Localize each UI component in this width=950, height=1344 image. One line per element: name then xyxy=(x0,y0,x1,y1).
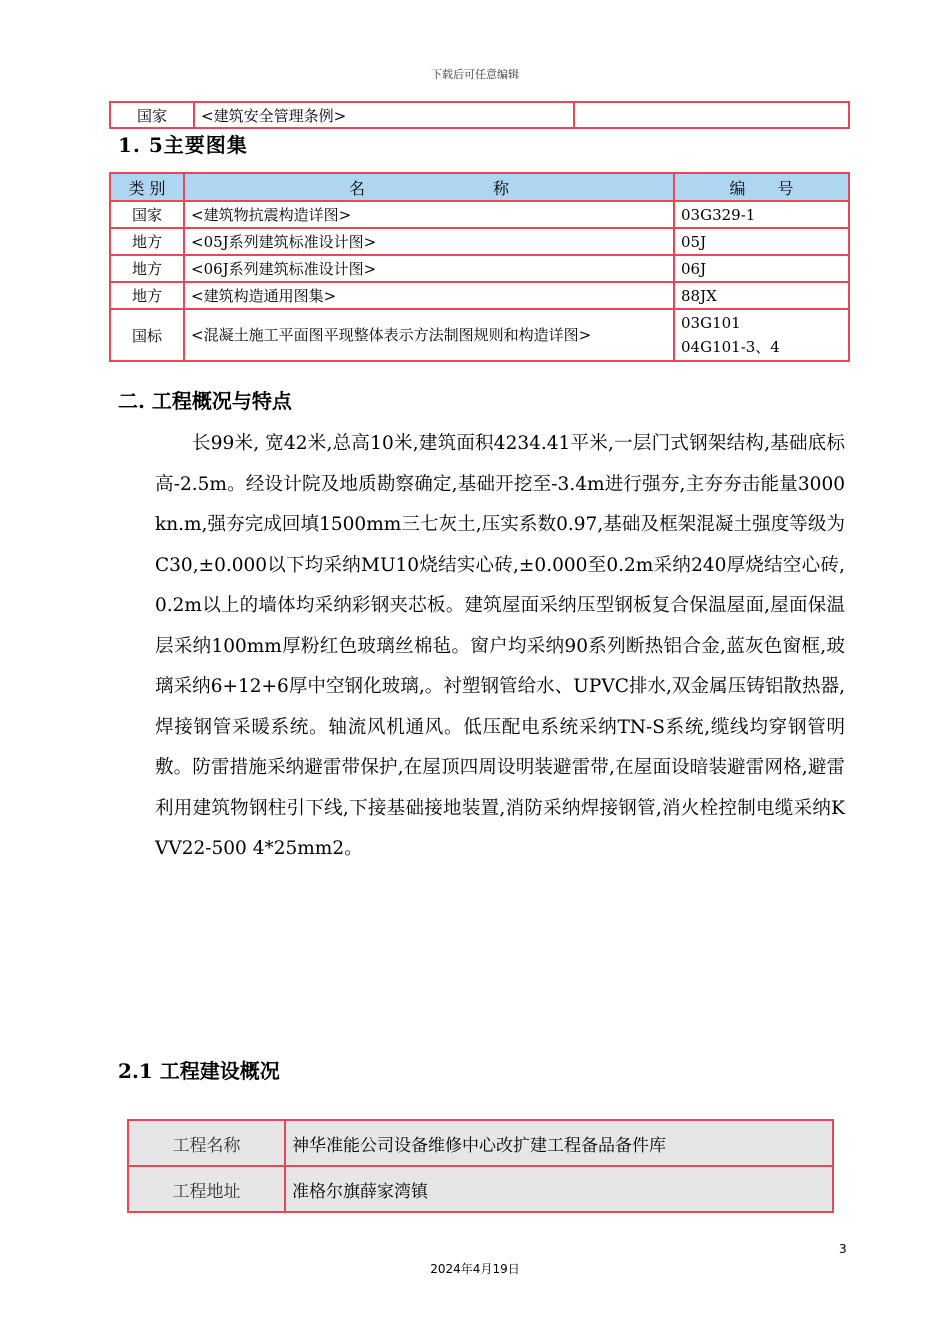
name-cell: <建筑物抗震构造详图> xyxy=(184,201,674,228)
info-label: 工程地址 xyxy=(128,1166,285,1212)
info-value: 准格尔旗薛家湾镇 xyxy=(285,1166,833,1212)
table-row xyxy=(128,1120,833,1166)
code-line-2: 04G101-3、4 xyxy=(681,338,780,356)
section-1-5-title: 1. 5主要图集 xyxy=(118,133,248,157)
overview-paragraph: 长99米, 宽42米,总高10米,建筑面积4234.41平米,一层门式钢架结构,基础底标高-2.5m。经设计院及地质勘察确定,基础开挖至-3.4m进行强夯,主夯夯击能量3000kn.m,强夯完成回填1500mm三七灰土,压实系数0.97,基础及框架混凝土强度等级为C30,±0.000以下均采纳MU10烧结实心砖,±0.000至0.2m采纳240厚烧结空心砖,0.2m以上的墙体均采纳彩钢夹芯板。建筑屋面采纳压型钢板复合保温屋面,屋面保温层采纳100mm厚粉红色玻璃丝棉毡。窗户均采纳90系列断热铝合金,蓝灰色窗框,玻璃采纳6+12+6厚中空钢化玻璃,。衬塑钢管给水、UPVC排水,双金属压铸铝散热器,焊接钢管采暖系统。轴流风机通风。低压配电系统采纳TN-S系统,缆线均穿钢管明敷。防雷措施采纳避雷带保护,在屋顶四周设明装避雷带,在屋面设暗装避雷网格,避雷利用建筑物钢柱引下线,下接基础接地装置,消防采纳焊接钢管,消火栓控制电缆采纳KVV22-500 4*25mm2。 xyxy=(155,433,845,859)
table-row xyxy=(110,228,849,255)
table-header-row xyxy=(110,173,849,201)
category-cell: 国家 xyxy=(110,201,184,228)
project-info-table xyxy=(127,1119,834,1213)
code-cell xyxy=(574,102,849,128)
category-cell: 地方 xyxy=(110,228,184,255)
table-row xyxy=(110,201,849,228)
category-cell: 国家 xyxy=(110,102,194,128)
name-cell: <06J系列建筑标准设计图> xyxy=(184,255,674,282)
category-cell: 地方 xyxy=(110,255,184,282)
header-code: 编 号 xyxy=(674,173,849,201)
name-cell: <建筑安全管理条例> xyxy=(194,102,574,128)
category-cell: 国标 xyxy=(110,309,184,361)
section-2-1-title: 2.1 工程建设概况 xyxy=(118,1059,280,1083)
code-cell: 88JX xyxy=(674,282,849,309)
code-cell xyxy=(674,309,849,361)
code-line-1: 03G101 xyxy=(681,314,741,332)
table-row xyxy=(110,102,849,128)
atlas-table xyxy=(109,172,850,362)
footer-date: 2024年4月19日 xyxy=(430,1262,520,1276)
table-row xyxy=(110,282,849,309)
header-category: 类 别 xyxy=(110,173,184,201)
section-2-title: 二. 工程概况与特点 xyxy=(118,389,292,413)
category-cell: 地方 xyxy=(110,282,184,309)
page-number: 3 xyxy=(839,1242,847,1256)
header-note: 下载后可任意编辑 xyxy=(431,68,519,81)
table-row xyxy=(110,255,849,282)
top-row-table xyxy=(109,101,850,129)
name-cell: <混凝土施工平面图平现整体表示方法制图规则和构造详图> xyxy=(184,309,674,361)
info-value: 神华准能公司设备维修中心改扩建工程备品备件库 xyxy=(285,1120,833,1166)
header-name: 名 称 xyxy=(184,173,674,201)
name-cell: <建筑构造通用图集> xyxy=(184,282,674,309)
code-cell: 05J xyxy=(674,228,849,255)
info-label: 工程名称 xyxy=(128,1120,285,1166)
code-cell: 03G329-1 xyxy=(674,201,849,228)
table-row xyxy=(128,1166,833,1212)
name-cell: <05J系列建筑标准设计图> xyxy=(184,228,674,255)
code-cell: 06J xyxy=(674,255,849,282)
table-row xyxy=(110,309,849,361)
